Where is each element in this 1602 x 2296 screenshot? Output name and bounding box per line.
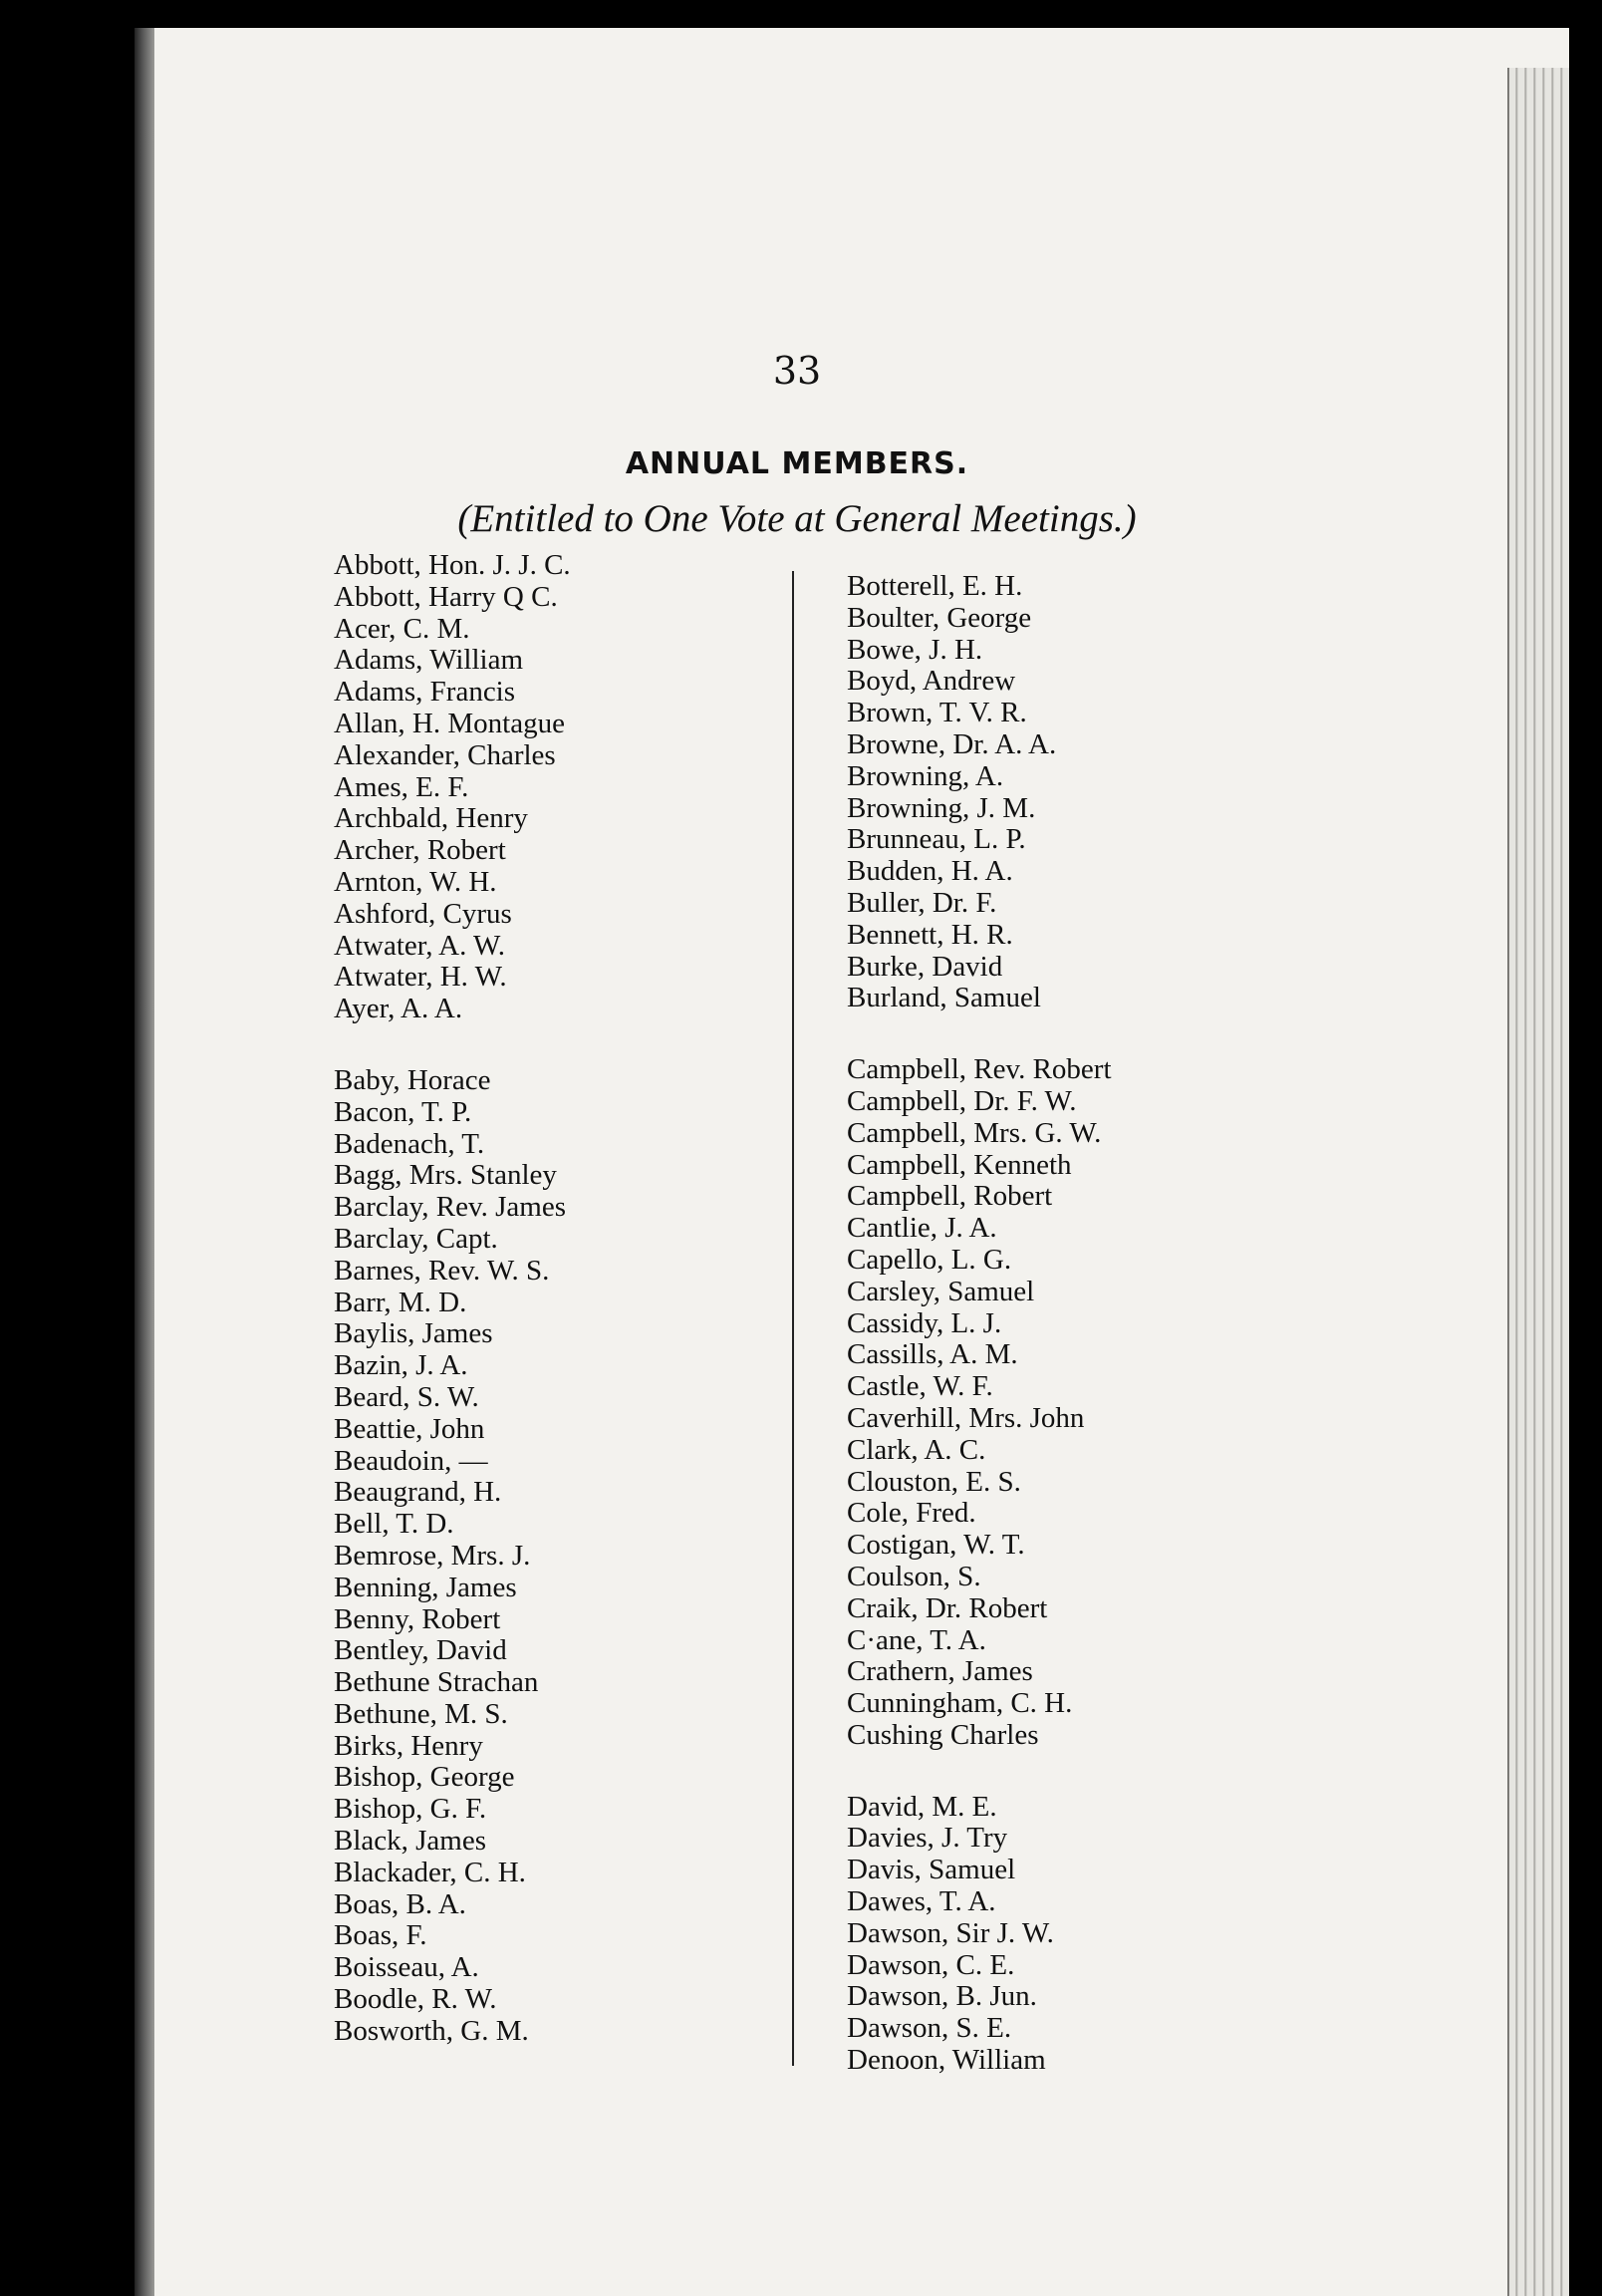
member-entry: Bacon, T. P. xyxy=(334,1095,472,1128)
member-entry: Browning, A. xyxy=(847,759,1004,792)
left-column xyxy=(334,550,571,2048)
member-entry: Crathern, James xyxy=(847,1655,1033,1688)
right-column xyxy=(847,571,1112,2077)
member-entry: Bentley, David xyxy=(334,1634,507,1667)
member-entry: Alexander, Charles xyxy=(334,738,556,771)
member-entry: Bishop, G. F. xyxy=(334,1793,487,1826)
member-entry: Bazin, J. A. xyxy=(334,1349,468,1382)
member-entry: Boulter, George xyxy=(847,601,1032,634)
member-entry: Bemrose, Mrs. J. xyxy=(334,1539,531,1572)
member-entry: Capello, L. G. xyxy=(847,1243,1012,1276)
member-entry: Budden, H. A. xyxy=(847,855,1013,888)
member-entry: Bagg, Mrs. Stanley xyxy=(334,1159,557,1192)
member-entry: Birks, Henry xyxy=(334,1729,483,1762)
member-entry: Davis, Samuel xyxy=(847,1854,1016,1886)
member-entry: Beard, S. W. xyxy=(334,1380,479,1413)
member-group-c xyxy=(847,1054,1112,1752)
member-entry: Benning, James xyxy=(334,1571,517,1603)
member-entry: Ames, E. F. xyxy=(334,770,469,803)
member-entry: Dawson, C. E. xyxy=(847,1948,1015,1981)
member-entry: Carsley, Samuel xyxy=(847,1275,1035,1307)
member-entry: C·ane, T. A. xyxy=(847,1623,986,1656)
member-entry: Cassills, A. M. xyxy=(847,1338,1018,1371)
member-entry: David, M. E. xyxy=(847,1790,997,1823)
member-entry: Archer, Robert xyxy=(334,834,506,867)
member-entry: Campbell, Kenneth xyxy=(847,1148,1072,1181)
member-entry: Allan, H. Montague xyxy=(334,707,565,739)
group-spacer xyxy=(847,1014,1112,1054)
member-entry: Baby, Horace xyxy=(334,1063,491,1096)
member-entry: Burke, David xyxy=(847,950,1003,983)
member-entry: Browning, J. M. xyxy=(847,791,1036,824)
member-entry: Campbell, Robert xyxy=(847,1180,1053,1213)
member-entry: Beaudoin, — xyxy=(334,1444,488,1477)
member-entry: Davies, J. Try xyxy=(847,1822,1008,1855)
member-entry: Browne, Dr. A. A. xyxy=(847,727,1057,760)
member-entry: Abbott, Harry Q C. xyxy=(334,580,558,613)
member-entry: Botterell, E. H. xyxy=(847,570,1023,602)
member-group-b xyxy=(334,1065,571,2048)
member-entry: Atwater, H. W. xyxy=(334,961,507,994)
member-entry: Bennett, H. R. xyxy=(847,918,1013,951)
member-entry: Barclay, Capt. xyxy=(334,1222,498,1255)
member-entry: Brown, T. V. R. xyxy=(847,697,1027,729)
member-entry: Baylis, James xyxy=(334,1317,493,1350)
member-entry: Ayer, A. A. xyxy=(334,993,463,1025)
member-group-a xyxy=(334,550,571,1025)
member-entry: Castle, W. F. xyxy=(847,1370,993,1403)
member-entry: Dawson, Sir J. W. xyxy=(847,1916,1054,1949)
member-entry: Bethune, M. S. xyxy=(334,1697,508,1730)
member-entry: Badenach, T. xyxy=(334,1127,485,1160)
member-entry: Clark, A. C. xyxy=(847,1433,986,1466)
column-divider xyxy=(792,571,794,2066)
member-entry: Bosworth, G. M. xyxy=(334,2014,529,2047)
member-entry: Boodle, R. W. xyxy=(334,1983,497,2016)
page-edges xyxy=(1507,68,1569,2296)
member-entry: Adams, William xyxy=(334,644,524,677)
member-entry: Dawes, T. A. xyxy=(847,1885,996,1918)
member-entry: Barclay, Rev. James xyxy=(334,1191,566,1224)
member-entry: Caverhill, Mrs. John xyxy=(847,1401,1085,1434)
page-number: 33 xyxy=(772,349,822,393)
member-entry: Campbell, Dr. F. W. xyxy=(847,1084,1077,1117)
member-entry: Blackader, C. H. xyxy=(334,1856,526,1888)
member-entry: Acer, C. M. xyxy=(334,612,470,645)
member-entry: Boyd, Andrew xyxy=(847,665,1016,698)
member-entry: Cantlie, J. A. xyxy=(847,1212,997,1245)
member-entry: Coulson, S. xyxy=(847,1560,981,1592)
member-entry: Abbott, Hon. J. J. C. xyxy=(334,549,571,581)
member-entry: Cole, Fred. xyxy=(847,1497,976,1530)
member-group-d xyxy=(847,1792,1112,2077)
section-subheading: (Entitled to One Vote at General Meetings.) xyxy=(457,497,1137,540)
member-entry: Burland, Samuel xyxy=(847,982,1041,1014)
member-entry: Adams, Francis xyxy=(334,676,516,709)
member-entry: Buller, Dr. F. xyxy=(847,886,997,919)
member-entry: Beattie, John xyxy=(334,1412,485,1445)
member-entry: Dawson, S. E. xyxy=(847,2012,1012,2045)
member-entry: Costigan, W. T. xyxy=(847,1529,1025,1562)
member-entry: Dawson, B. Jun. xyxy=(847,1980,1037,2013)
member-entry: Barnes, Rev. W. S. xyxy=(334,1254,550,1287)
member-entry: Bell, T. D. xyxy=(334,1508,454,1541)
member-entry: Black, James xyxy=(334,1825,487,1858)
member-entry: Archbald, Henry xyxy=(334,802,528,835)
member-entry: Craik, Dr. Robert xyxy=(847,1591,1048,1624)
member-entry: Cunningham, C. H. xyxy=(847,1687,1073,1720)
member-entry: Bowe, J. H. xyxy=(847,633,983,666)
member-entry: Boas, B. A. xyxy=(334,1887,466,1920)
member-entry: Cushing Charles xyxy=(847,1718,1039,1751)
member-entry: Barr, M. D. xyxy=(334,1286,467,1318)
member-entry: Boas, F. xyxy=(334,1919,427,1952)
member-entry: Beaugrand, H. xyxy=(334,1476,502,1509)
member-entry: Campbell, Mrs. G. W. xyxy=(847,1116,1102,1149)
member-entry: Bishop, George xyxy=(334,1761,515,1794)
member-entry: Denoon, William xyxy=(847,2044,1046,2077)
member-entry: Boisseau, A. xyxy=(334,1951,479,1984)
member-entry: Ashford, Cyrus xyxy=(334,897,512,930)
member-entry: Arnton, W. H. xyxy=(334,865,497,898)
member-entry: Brunneau, L. P. xyxy=(847,823,1026,856)
member-entry: Bethune Strachan xyxy=(334,1666,539,1699)
group-spacer xyxy=(334,1025,571,1065)
member-entry: Benny, Robert xyxy=(334,1602,501,1635)
book-page xyxy=(134,28,1569,2296)
member-entry: Cassidy, L. J. xyxy=(847,1306,1002,1339)
group-spacer xyxy=(847,1752,1112,1792)
member-entry: Clouston, E. S. xyxy=(847,1465,1021,1498)
section-heading: ANNUAL MEMBERS. xyxy=(625,446,969,481)
member-group-b-cont xyxy=(847,571,1112,1014)
member-entry: Atwater, A. W. xyxy=(334,929,506,962)
member-entry: Campbell, Rev. Robert xyxy=(847,1053,1112,1086)
